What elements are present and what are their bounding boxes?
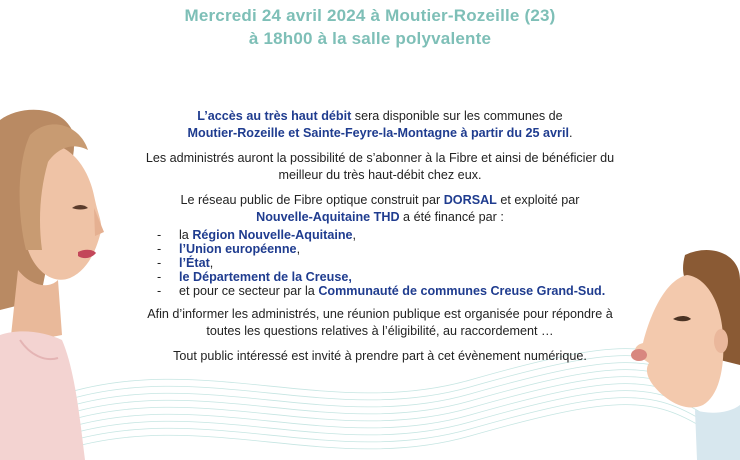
paragraph-availability (140, 108, 620, 142)
list-item: - et pour ce secteur par la Communauté de communes Creuse Grand-Sud. (157, 284, 637, 298)
list-item: - l’État, (157, 256, 637, 270)
event-time-venue: à 18h00 à la salle polyvalente (248, 29, 492, 48)
network-text-2: et exploité par (496, 193, 580, 207)
announcement-body (140, 108, 620, 373)
communes-end: . (568, 126, 573, 140)
boy-photo (625, 245, 740, 460)
lead-text: sera disponible sur les communes de (351, 109, 563, 123)
communes-date: Moutier-Rozeille et Sainte-Feyre-la-Montagne à partir du 25 avril (187, 126, 569, 140)
funders-list (157, 228, 637, 298)
list-item: - le Département de la Creuse, (157, 270, 637, 284)
event-date-location: Mercredi 24 avril 2024 à Moutier-Rozeille (23) (184, 6, 556, 25)
lead-highlight: L’accès au très haut débit (197, 109, 352, 123)
operator-name: Nouvelle-Aquitaine THD (256, 210, 400, 224)
paragraph-network (140, 192, 620, 226)
dorsal-name: DORSAL (443, 193, 497, 207)
list-item: - la Région Nouvelle-Aquitaine, (157, 228, 637, 242)
woman-photo (0, 100, 130, 460)
paragraph-meeting: Afin d’informer les administrés, une réunion publique est organisée pour répondre à toutes les questions relatives à l’éligibilité, au raccordement … (147, 307, 613, 338)
paragraph-subscription: Les administrés auront la possibilité de s’abonner à la Fibre et ainsi de bénéficier du meilleur du très haut-débit chez eux. (145, 151, 615, 182)
network-text-3: a été financé par : (399, 210, 504, 224)
list-item: - l’Union européenne, (157, 242, 637, 256)
paragraph-invitation: Tout public intéressé est invité à prendre part à cet évènement numérique. (173, 349, 587, 363)
network-text-1: Le réseau public de Fibre optique construit par (180, 193, 444, 207)
